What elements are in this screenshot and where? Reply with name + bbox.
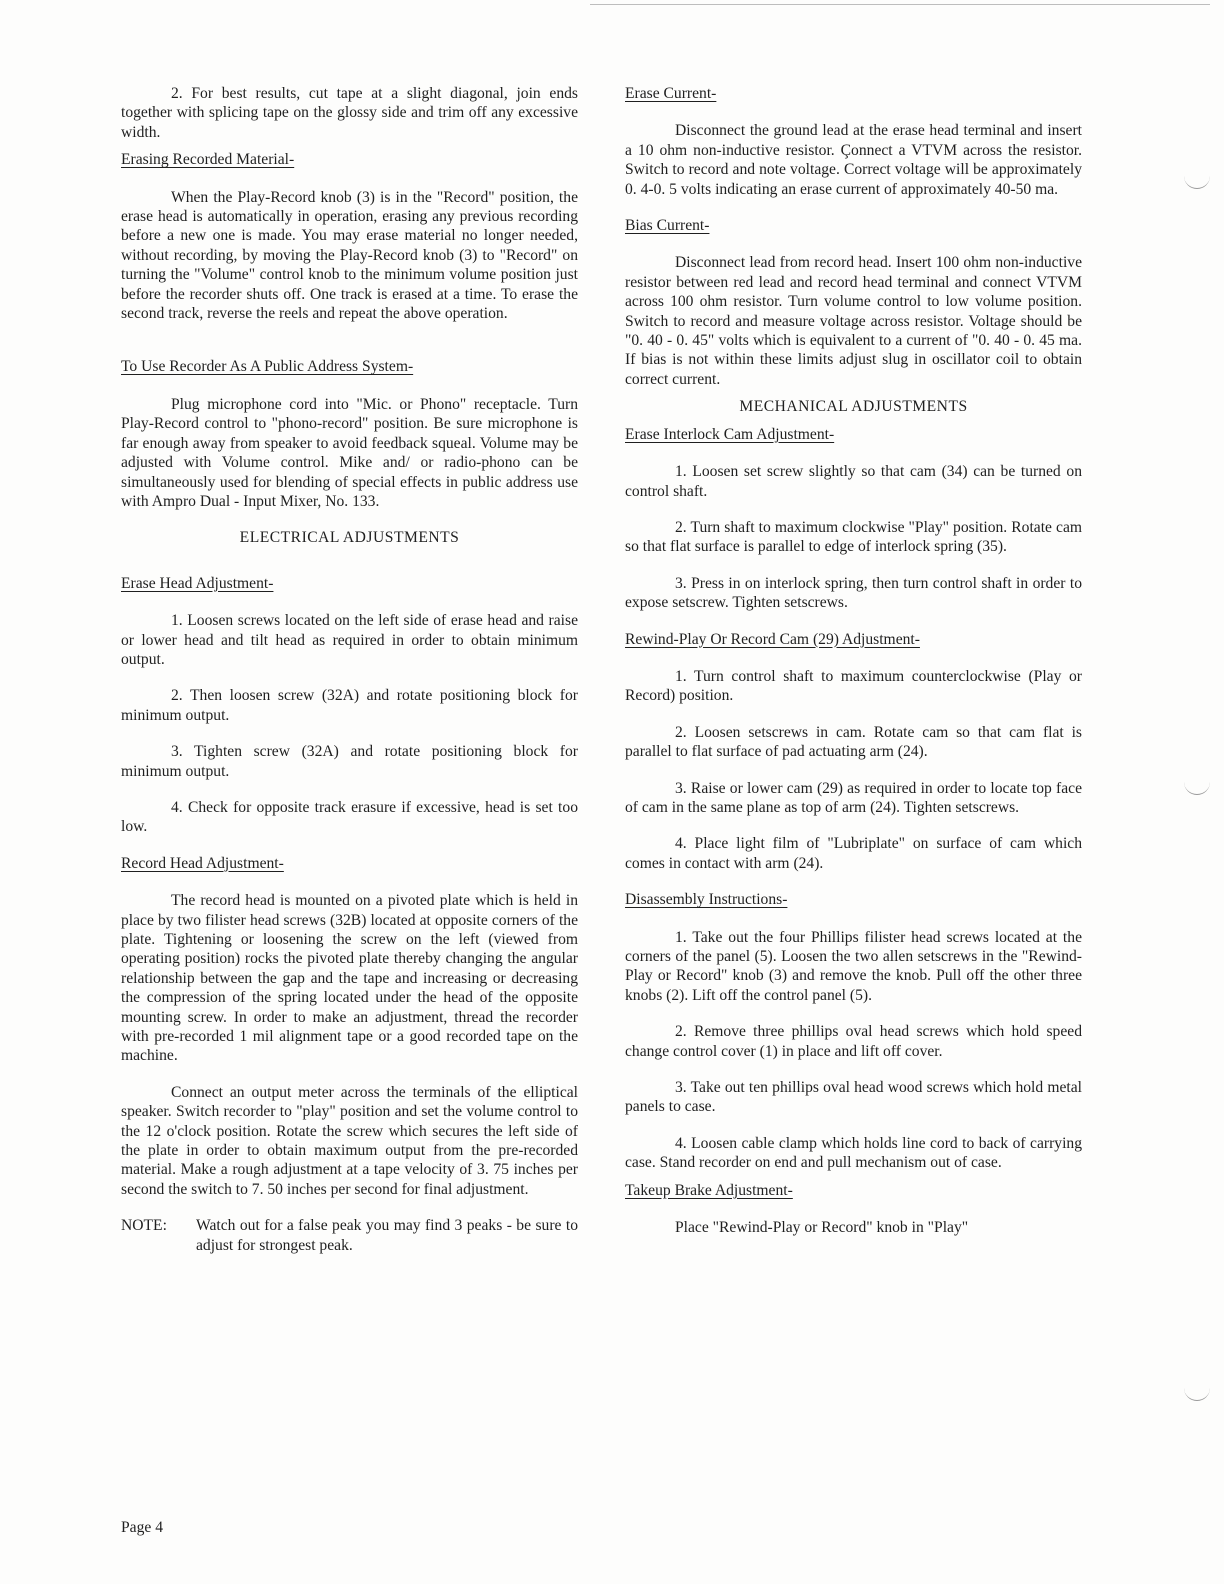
heading-erase-interlock-cam: Erase Interlock Cam Adjustment- [625, 425, 835, 443]
note-block [121, 1216, 578, 1255]
paragraph-rewind-1: 1. Turn control shaft to maximum counterclockwise (Play or Record) position. [625, 667, 1082, 705]
paragraph-record-head-2: Connect an output meter across the terminals of the elliptical speaker. Switch recorder to "play" position and set the volume control to the 12 o'clock position. Rotate the screw which secures the left side of the plate in order to obtain maximum output from the pre-recorded material. Make a rough adjustment at a tape velocity of 3. 75 inches per second the switch to 7. 50 inches per second for final adjustment. [121, 1083, 578, 1198]
binder-hole-mark-bottom [1184, 1384, 1210, 1401]
binder-hole-mark-middle [1184, 778, 1210, 795]
paragraph-disassembly-3: 3. Take out ten phillips oval head wood screws which hold metal panels to case. [625, 1079, 1082, 1116]
paragraph-erase-head-3: 3. Tighten screw (32A) and rotate positioning block for minimum output. [121, 743, 578, 780]
heading-erasing-recorded-material: Erasing Recorded Material- [121, 151, 295, 169]
note-text: Watch out for a false peak you may find 3 peaks - be sure to adjust for strongest peak. [196, 1217, 578, 1254]
heading-bias-current: Bias Current- [625, 217, 710, 235]
paragraph-rewind-3: 3. Raise or lower cam (29) as required in order to locate top face of cam in the same plane as top of arm (24). Tighten setscrews. [625, 779, 1082, 816]
heading-mechanical-adjustments: MECHANICAL ADJUSTMENTS [739, 398, 968, 416]
heading-disassembly-instructions: Disassembly Instructions- [625, 891, 788, 909]
paragraph-rewind-4: 4. Place light film of "Lubriplate" on surface of cam which comes in contact with arm (24). [625, 835, 1082, 872]
heading-erase-current: Erase Current- [625, 85, 717, 102]
heading-public-address: To Use Recorder As A Public Address System- [121, 358, 414, 376]
paragraph-erase-head-1: 1. Loosen screws located on the left side of erase head and raise or lower head and tilt head as required in order to obtain minimum output. [121, 612, 578, 668]
heading-electrical-adjustments: ELECTRICAL ADJUSTMENTS [239, 529, 460, 547]
paragraph-disassembly-1: 1. Take out the four Phillips filister head screws located at the corners of the panel (5). Loosen the two allen setscrews in the "Rewind-Play or Record" knob (3) and remove the knob. Pull off the other three knobs (2). Lift off the control panel (5). [625, 928, 1082, 1004]
binder-hole-mark-top [1184, 172, 1210, 189]
left-column [121, 84, 578, 1255]
paragraph-bias-current: Disconnect lead from record head. Insert 100 ohm non-inductive resistor between red lead and record head terminal and connect VTVM across 100 ohm resistor. Turn volume control to low volume position. Switch to record and measure voltage across resistor. Voltage should be "0. 40 - 0. 45" volts which is equivalent to a current of "0. 40 - 0. 45 ma. If bias is not within these limits adjust slug in oscillator coil to obtain correct current. [625, 254, 1082, 388]
heading-erase-head-adjustment: Erase Head Adjustment- [121, 574, 274, 592]
page-number: Page 4 [121, 1519, 164, 1536]
paragraph-interlock-2: 2. Turn shaft to maximum clockwise "Play" position. Rotate cam so that flat surface is parallel to edge of interlock spring (35). [625, 518, 1082, 556]
paragraph-splice: 2. For best results, cut tape at a slight diagonal, join ends together with splicing tape on the glossy side and trim off any excessive width. [121, 85, 578, 141]
page-edge-line [590, 4, 1210, 5]
paragraph-erase-head-4: 4. Check for opposite track erasure if excessive, head is set too low. [121, 798, 578, 836]
note-label: NOTE: [121, 1217, 167, 1235]
paragraph-interlock-1: 1. Loosen set screw slightly so that cam (34) can be turned on control shaft. [625, 463, 1082, 500]
heading-takeup-brake: Takeup Brake Adjustment- [625, 1181, 793, 1199]
paragraph-rewind-2: 2. Loosen setscrews in cam. Rotate cam so that cam flat is parallel to flat surface of pad actuating arm (24). [625, 723, 1082, 761]
paragraph-erasing: When the Play-Record knob (3) is in the "Record" position, the erase head is automatically in operation, erasing any previous recording before a new one is made. You may erase material no longer needed, without recording, by moving the Play-Record knob (3) to "Record" on turning the "Volume" control knob to the minimum volume position just before the recorder shuts off. One track is erased at a time. To erase the second track, reverse the reels and repeat the above operation. [121, 188, 578, 323]
paragraph-interlock-3: 3. Press in on interlock spring, then turn control shaft in order to expose setscrew. Tighten setscrews. [625, 574, 1082, 612]
paragraph-erase-current: Disconnect the ground lead at the erase head terminal and insert a 10 ohm non-inductive resistor. Çonnect a VTVM across the resistor. Switch to record and note voltage. Correct voltage will be approximately 0. 4-0. 5 volts indicating an erase current of approximately 40-50 ma. [625, 122, 1082, 198]
right-column [625, 84, 1082, 1254]
heading-rewind-play-cam: Rewind-Play Or Record Cam (29) Adjustment- [625, 630, 920, 648]
paragraph-takeup-brake: Place "Rewind-Play or Record" knob in "Play" [675, 1219, 969, 1237]
paragraph-disassembly-2: 2. Remove three phillips oval head screws which hold speed change control cover (1) in place and lift off cover. [625, 1023, 1082, 1060]
paragraph-public-address: Plug microphone cord into "Mic. or Phono" receptacle. Turn Play-Record control to "phono-record" position. Be sure microphone is far enough away from speaker to avoid feedback squeal. Volume may be adjusted with Volume control. Mike and/ or radio-phono can be simultaneously used for blending of special effects in public address use with Ampro Dual - Input Mixer, No. 133. [121, 395, 578, 510]
paragraph-erase-head-2: 2. Then loosen screw (32A) and rotate positioning block for minimum output. [121, 687, 578, 724]
paragraph-record-head-1: The record head is mounted on a pivoted plate which is held in place by two filister head screws (32B) located at opposite corners of the plate. Tightening or loosening the screw on the left (viewed from operating position) rocks the pivoted plate thereby changing the angular relationship between the gap and the tape and increasing or decreasing the compression of the spring located under the head of the opposite mounting screw. In order to make an adjustment, thread the recorder with pre-recorded 1 mil alignment tape or a good recorded tape on the machine. [121, 892, 578, 1065]
paragraph-disassembly-4: 4. Loosen cable clamp which holds line cord to back of carrying case. Stand recorder on end and pull mechanism out of case. [625, 1134, 1082, 1172]
heading-record-head-adjustment: Record Head Adjustment- [121, 854, 284, 872]
